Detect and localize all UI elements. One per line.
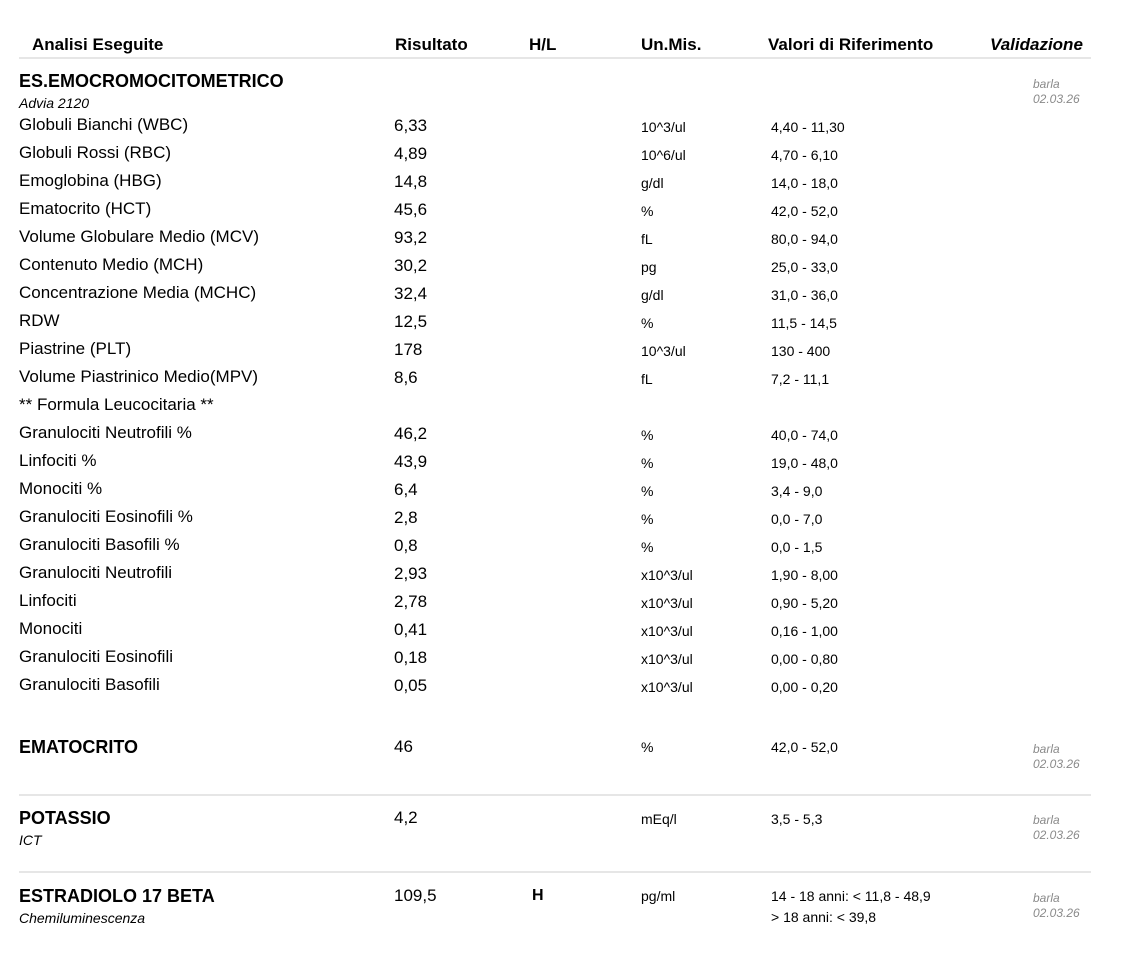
result-value: 2,78	[394, 592, 428, 611]
unit: pg/ml	[641, 888, 676, 904]
reference-range-line2: > 18 anni: < 39,8	[771, 909, 877, 925]
result-value: 12,5	[394, 312, 428, 331]
unit: 10^3/ul	[641, 119, 686, 135]
section-title: EMATOCRITO	[19, 737, 139, 757]
result-value: 6,33	[394, 116, 428, 135]
reference-range: 40,0 - 74,0	[771, 427, 838, 443]
test-name: Granulociti Basofili	[19, 675, 160, 694]
validation-user: barla	[1033, 77, 1060, 91]
reference-range: 80,0 - 94,0	[771, 231, 838, 247]
table-row	[0, 423, 1122, 451]
test-name: Granulociti Neutrofili %	[19, 423, 192, 442]
reference-range: 42,0 - 52,0	[771, 739, 838, 755]
test-name: Monociti %	[19, 479, 103, 498]
reference-range: 0,0 - 7,0	[771, 511, 823, 527]
test-name: Granulociti Basofili %	[19, 535, 180, 554]
validation-date: 02.03.26	[1033, 757, 1080, 771]
result-value: 32,4	[394, 284, 428, 303]
test-name: Monociti	[19, 619, 83, 638]
result-value: 0,18	[394, 648, 428, 667]
test-name: RDW	[19, 311, 60, 330]
unit: pg	[641, 259, 657, 275]
test-name: ** Formula Leucocitaria **	[19, 395, 214, 414]
reference-range: 11,5 - 14,5	[771, 315, 837, 331]
result-value: 43,9	[394, 452, 428, 471]
unit: %	[641, 739, 654, 755]
result-value: 8,6	[394, 368, 418, 387]
reference-range: 19,0 - 48,0	[771, 455, 838, 471]
reference-range: 3,4 - 9,0	[771, 483, 823, 499]
header-analisi: Analisi Eseguite	[32, 35, 164, 54]
test-name: Volume Globulare Medio (MCV)	[19, 227, 259, 246]
reference-range: 31,0 - 36,0	[771, 287, 838, 303]
unit: g/dl	[641, 287, 664, 303]
reference-range: 7,2 - 11,1	[771, 371, 830, 387]
unit: x10^3/ul	[641, 595, 693, 611]
test-name: Globuli Rossi (RBC)	[19, 143, 172, 162]
test-name: Ematocrito (HCT)	[19, 199, 152, 218]
section-method: ICT	[19, 832, 42, 848]
validation-user: barla	[1033, 813, 1060, 827]
test-name: Concentrazione Media (MCHC)	[19, 283, 257, 302]
test-name: Linfociti	[19, 591, 77, 610]
reference-range: 0,00 - 0,80	[771, 651, 838, 667]
unit: x10^3/ul	[641, 567, 693, 583]
result-value: 4,2	[394, 808, 418, 827]
table-row	[0, 171, 1122, 199]
table-row	[0, 199, 1122, 227]
unit: %	[641, 539, 654, 555]
test-name: Piastrine (PLT)	[19, 339, 132, 358]
reference-range: 130 - 400	[771, 343, 831, 359]
section-method: Advia 2120	[19, 95, 90, 111]
validation-stamp	[1033, 742, 1080, 772]
result-value: 2,93	[394, 564, 428, 583]
table-row	[0, 395, 1122, 423]
reference-range: 3,5 - 5,3	[771, 811, 823, 827]
validation-date: 02.03.26	[1033, 906, 1080, 920]
unit: %	[641, 483, 654, 499]
table-row	[0, 535, 1122, 563]
unit: fL	[641, 231, 653, 247]
result-value: 0,05	[394, 676, 428, 695]
table-row	[0, 311, 1122, 339]
result-value: 0,41	[394, 620, 428, 639]
result-value: 6,4	[394, 480, 418, 499]
table-row	[0, 339, 1122, 367]
result-value: 178	[394, 340, 423, 359]
table-row	[0, 619, 1122, 647]
header-unmis: Un.Mis.	[641, 35, 702, 54]
section-method: Chemiluminescenza	[19, 910, 146, 926]
reference-range: 4,40 - 11,30	[771, 119, 845, 135]
reference-range: 0,16 - 1,00	[771, 623, 838, 639]
reference-range-line1: 14 - 18 anni: < 11,8 - 48,9	[771, 888, 931, 904]
reference-range: 25,0 - 33,0	[771, 259, 838, 275]
validation-stamp	[1033, 891, 1080, 921]
table-row	[0, 255, 1122, 283]
result-value: 93,2	[394, 228, 428, 247]
unit: 10^6/ul	[641, 147, 686, 163]
validation-date: 02.03.26	[1033, 828, 1080, 842]
table-row	[0, 283, 1122, 311]
reference-range: 42,0 - 52,0	[771, 203, 838, 219]
header-hl: H/L	[529, 35, 557, 54]
reference-range: 1,90 - 8,00	[771, 567, 838, 583]
unit: fL	[641, 371, 653, 387]
section-title: ESTRADIOLO 17 BETA	[19, 886, 215, 906]
high-flag: H	[532, 887, 544, 904]
unit: x10^3/ul	[641, 679, 693, 695]
result-value: 30,2	[394, 256, 428, 275]
unit: %	[641, 315, 654, 331]
validation-user: barla	[1033, 742, 1060, 756]
test-name: Granulociti Eosinofili	[19, 647, 174, 666]
section-divider	[19, 871, 1091, 873]
unit: g/dl	[641, 175, 664, 191]
unit: x10^3/ul	[641, 623, 693, 639]
test-name: Emoglobina (HBG)	[19, 171, 162, 190]
reference-range: 14,0 - 18,0	[771, 175, 838, 191]
table-row	[0, 675, 1122, 703]
result-value: 45,6	[394, 200, 428, 219]
header-valori: Valori di Riferimento	[768, 35, 934, 54]
table-row	[0, 451, 1122, 479]
test-name: Contenuto Medio (MCH)	[19, 255, 204, 274]
result-value: 4,89	[394, 144, 428, 163]
test-name: Linfociti %	[19, 451, 97, 470]
section-divider	[19, 794, 1091, 796]
unit: %	[641, 427, 654, 443]
unit: 10^3/ul	[641, 343, 686, 359]
header-validazione: Validazione	[990, 35, 1083, 54]
unit: %	[641, 203, 654, 219]
test-name: Globuli Bianchi (WBC)	[19, 115, 189, 134]
table-row	[0, 507, 1122, 535]
table-row	[0, 591, 1122, 619]
table-row	[0, 143, 1122, 171]
table-row	[0, 115, 1122, 143]
reference-range: 4,70 - 6,10	[771, 147, 838, 163]
table-row	[0, 227, 1122, 255]
unit: x10^3/ul	[641, 651, 693, 667]
unit: %	[641, 455, 654, 471]
section-title: ES.EMOCROMOCITOMETRICO	[19, 71, 284, 91]
result-value: 14,8	[394, 172, 428, 191]
table-row	[0, 563, 1122, 591]
result-value: 46	[394, 737, 413, 756]
reference-range: 0,90 - 5,20	[771, 595, 838, 611]
table-row	[0, 647, 1122, 675]
reference-range: 0,0 - 1,5	[771, 539, 823, 555]
test-name: Granulociti Neutrofili	[19, 563, 173, 582]
unit: mEq/l	[641, 811, 677, 827]
validation-stamp	[1033, 813, 1080, 843]
table-row	[0, 367, 1122, 395]
result-value: 0,8	[394, 536, 418, 555]
reference-range: 0,00 - 0,20	[771, 679, 838, 695]
validation-user: barla	[1033, 891, 1060, 905]
header-risultato: Risultato	[395, 35, 468, 54]
test-name: Granulociti Eosinofili %	[19, 507, 193, 526]
result-value: 2,8	[394, 508, 418, 527]
section-title: POTASSIO	[19, 808, 111, 828]
unit: %	[641, 511, 654, 527]
result-value: 109,5	[394, 886, 437, 905]
validation-stamp	[1033, 77, 1080, 107]
result-value: 46,2	[394, 424, 428, 443]
table-row	[0, 479, 1122, 507]
header-divider	[19, 57, 1091, 59]
validation-date: 02.03.26	[1033, 92, 1080, 106]
test-name: Volume Piastrinico Medio(MPV)	[19, 367, 259, 386]
